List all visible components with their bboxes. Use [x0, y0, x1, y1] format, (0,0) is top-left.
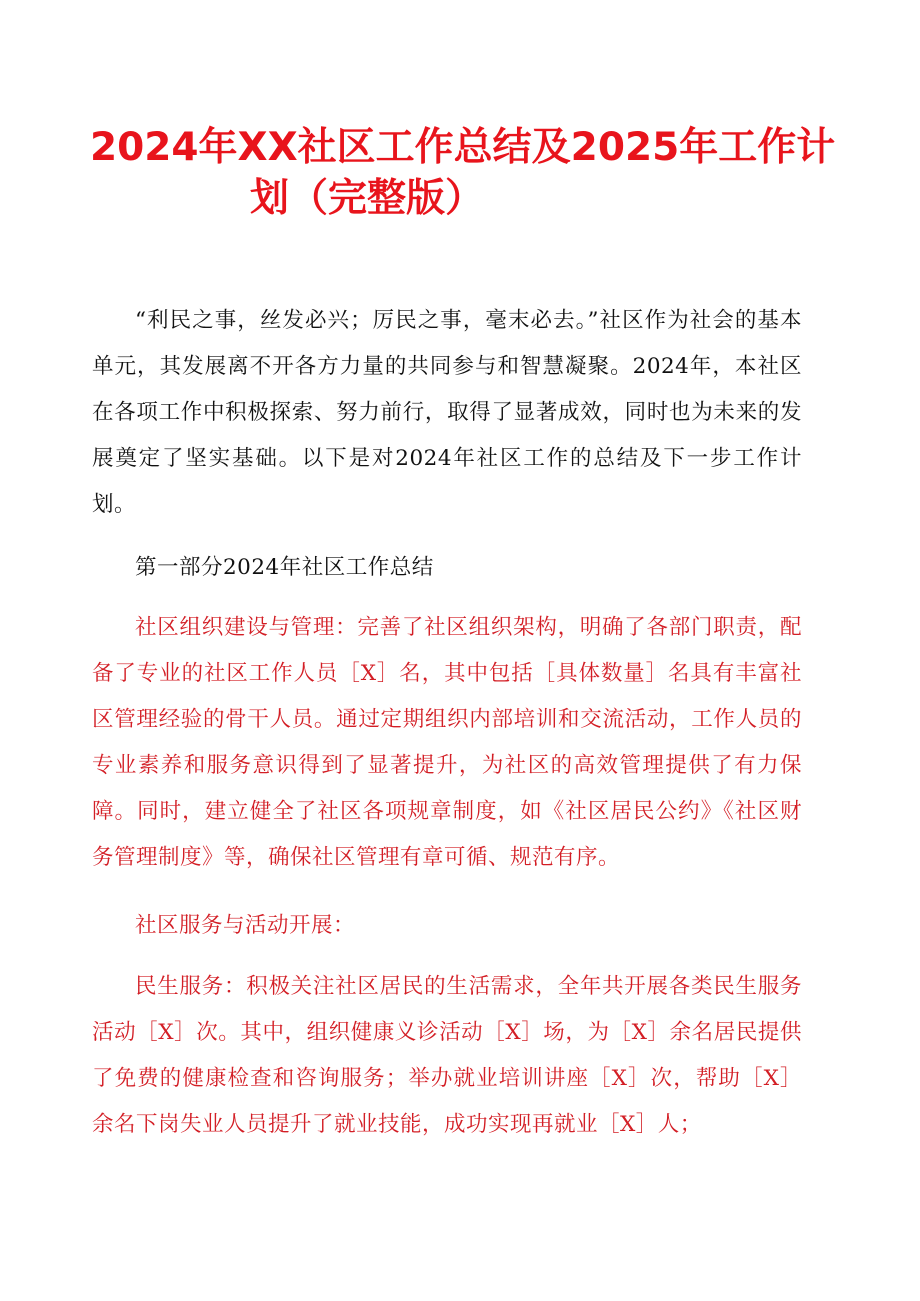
document-title-line-1: 2024年XX社区工作总结及2025年工作计 [90, 125, 836, 170]
livelihood-paragraph: 民生服务：积极关注社区居民的生活需求，全年共开展各类民生服务活动［X］次。其中，组织健康义诊活动［X］场，为［X］余名居民提供了免费的健康检查和咨询服务；举办就业培训讲座［X］次，帮助［X］余名下岗失业人员提升了就业技能，成功实现再就业［X］人； [92, 974, 802, 1137]
service-heading: 社区服务与活动开展： [135, 913, 356, 938]
org-management-paragraph: 社区组织建设与管理：完善了社区组织架构，明确了各部门职责，配备了专业的社区工作人员［X］名，其中包括［具体数量］名具有丰富社区管理经验的骨干人员。通过定期组织内部培训和交流活动，工作人员的专业素养和服务意识得到了显著提升，为社区的高效管理提供了有力保障。同时，建立健全了社区各项规章制度，如《社区居民公约》《社区财务管理制度》等，确保社区管理有章可循、规范有序。 [92, 615, 802, 870]
document-title-line-2: 划（完整版） [250, 176, 485, 221]
intro-paragraph: “利民之事，丝发必兴；厉民之事，毫末必去。”社区作为社会的基本单元，其发展离不开各方力量的共同参与和智慧凝聚。2024年，本社区在各项工作中积极探索、努力前行，取得了显著成效，同时也为未来的发展奠定了坚实基础。以下是对2024年社区工作的总结及下一步工作计划。 [92, 308, 802, 517]
section-heading: 第一部分2024年社区工作总结 [135, 555, 434, 580]
